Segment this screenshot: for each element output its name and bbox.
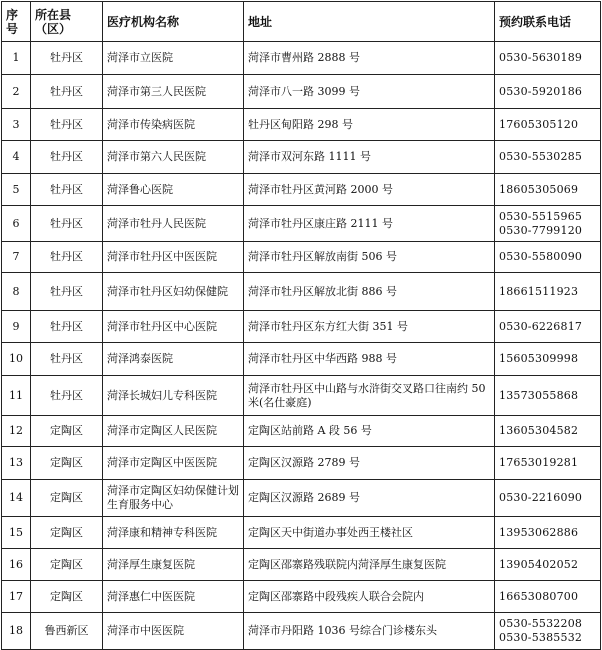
cell-address: 菏泽市八一路 3099 号 xyxy=(244,75,495,109)
cell-name: 菏泽市定陶区中医医院 xyxy=(103,447,244,480)
phone-number: 13605304582 xyxy=(499,424,579,437)
table-row xyxy=(2,141,601,174)
table-row xyxy=(2,75,601,109)
cell-county: 牡丹区 xyxy=(31,273,103,311)
cell-address: 菏泽市牡丹区中山路与水浒街交叉路口往南约 50 米(名仕豪庭) xyxy=(244,376,495,416)
cell-no: 1 xyxy=(2,42,31,75)
phone-number: 0530-2216090 xyxy=(499,491,583,504)
cell-address: 定陶区汉源路 2789 号 xyxy=(244,447,495,480)
cell-name: 菏泽市立医院 xyxy=(103,42,244,75)
phone-number: 13953062886 xyxy=(499,525,579,539)
header-phone: 预约联系电话 xyxy=(495,2,601,42)
cell-no: 6 xyxy=(2,206,31,242)
cell-no: 9 xyxy=(2,311,31,343)
cell-county: 牡丹区 xyxy=(31,343,103,376)
cell-address: 菏泽市牡丹区东方红大街 351 号 xyxy=(244,311,495,343)
phone-number: 13573055868 xyxy=(499,388,579,402)
cell-no: 11 xyxy=(2,376,31,416)
cell-phone xyxy=(495,109,601,141)
table-row xyxy=(2,273,601,311)
cell-name: 菏泽长城妇儿专科医院 xyxy=(103,376,244,416)
cell-county: 牡丹区 xyxy=(31,376,103,416)
cell-county: 牡丹区 xyxy=(31,109,103,141)
phone-number: 16653080700 xyxy=(499,589,579,603)
cell-no: 12 xyxy=(2,416,31,447)
table-row xyxy=(2,613,601,650)
table-row xyxy=(2,581,601,613)
cell-name: 菏泽厚生康复医院 xyxy=(103,549,244,581)
cell-address: 定陶区天中街道办事处西王楼社区 xyxy=(244,517,495,549)
table-row xyxy=(2,517,601,549)
cell-name: 菏泽市牡丹人民医院 xyxy=(103,206,244,242)
cell-county: 定陶区 xyxy=(31,517,103,549)
cell-county: 定陶区 xyxy=(31,480,103,517)
table-row xyxy=(2,343,601,376)
table-row xyxy=(2,376,601,416)
phone-number: 0530-5515965 xyxy=(499,209,583,223)
cell-address: 菏泽市丹阳路 1036 号综合门诊楼东头 xyxy=(244,613,495,650)
cell-name: 菏泽鲁心医院 xyxy=(103,174,244,206)
phone-number: 0530-5532208 xyxy=(499,617,583,630)
header-county: 所在县（区） xyxy=(31,2,103,42)
cell-address: 菏泽市牡丹区康庄路 2111 号 xyxy=(244,206,495,242)
phone-number: 15605309998 xyxy=(499,352,579,365)
cell-address: 定陶区邵寨路残联院内菏泽厚生康复医院 xyxy=(244,549,495,581)
phone-number: 0530-5580090 xyxy=(499,250,583,263)
cell-address: 菏泽市双河东路 1111 号 xyxy=(244,141,495,174)
cell-county: 定陶区 xyxy=(31,416,103,447)
table-row xyxy=(2,549,601,581)
cell-phone xyxy=(495,42,601,75)
cell-phone xyxy=(495,242,601,273)
cell-name: 菏泽康和精神专科医院 xyxy=(103,517,244,549)
phone-number: 18661511923 xyxy=(499,284,579,298)
cell-no: 10 xyxy=(2,343,31,376)
cell-no: 4 xyxy=(2,141,31,174)
cell-address: 定陶区站前路 A 段 56 号 xyxy=(244,416,495,447)
cell-no: 2 xyxy=(2,75,31,109)
cell-phone xyxy=(495,376,601,416)
cell-phone xyxy=(495,447,601,480)
cell-phone xyxy=(495,311,601,343)
cell-no: 15 xyxy=(2,517,31,549)
cell-name: 菏泽惠仁中医医院 xyxy=(103,581,244,613)
table-row xyxy=(2,480,601,517)
cell-address: 菏泽市牡丹区解放南街 506 号 xyxy=(244,242,495,273)
cell-phone xyxy=(495,141,601,174)
cell-no: 16 xyxy=(2,549,31,581)
cell-address: 菏泽市牡丹区黄河路 2000 号 xyxy=(244,174,495,206)
cell-no: 8 xyxy=(2,273,31,311)
phone-number: 18605305069 xyxy=(499,182,579,196)
cell-county: 牡丹区 xyxy=(31,141,103,174)
table-row xyxy=(2,206,601,242)
cell-address: 菏泽市曹州路 2888 号 xyxy=(244,42,495,75)
cell-no: 17 xyxy=(2,581,31,613)
cell-county: 牡丹区 xyxy=(31,75,103,109)
hospital-table xyxy=(1,1,601,650)
phone-number: 0530-6226817 xyxy=(499,319,583,333)
cell-name: 菏泽鸿泰医院 xyxy=(103,343,244,376)
cell-phone xyxy=(495,613,601,650)
cell-county: 牡丹区 xyxy=(31,242,103,273)
cell-county: 定陶区 xyxy=(31,447,103,480)
cell-name: 菏泽市定陶区妇幼保健计划生育服务中心 xyxy=(103,480,244,517)
cell-phone xyxy=(495,273,601,311)
header-name: 医疗机构名称 xyxy=(103,2,244,42)
header-address: 地址 xyxy=(244,2,495,42)
cell-phone xyxy=(495,581,601,613)
cell-name: 菏泽市传染病医院 xyxy=(103,109,244,141)
cell-county: 定陶区 xyxy=(31,549,103,581)
phone-number: 0530-5630189 xyxy=(499,51,583,64)
header-no: 序号 xyxy=(2,2,31,42)
cell-county: 鲁西新区 xyxy=(31,613,103,650)
table-row xyxy=(2,174,601,206)
table-row xyxy=(2,109,601,141)
cell-address: 菏泽市牡丹区解放北街 886 号 xyxy=(244,273,495,311)
cell-phone xyxy=(495,343,601,376)
cell-address: 菏泽市牡丹区中华西路 988 号 xyxy=(244,343,495,376)
cell-address: 定陶区邵寨路中段残疾人联合会院内 xyxy=(244,581,495,613)
phone-number: 13905402052 xyxy=(499,557,579,571)
cell-county: 牡丹区 xyxy=(31,206,103,242)
cell-no: 3 xyxy=(2,109,31,141)
phone-number: 0530-5530285 xyxy=(499,150,583,163)
table-row xyxy=(2,447,601,480)
cell-name: 菏泽市定陶区人民医院 xyxy=(103,416,244,447)
cell-name: 菏泽市牡丹区中医医院 xyxy=(103,242,244,273)
table-row xyxy=(2,242,601,273)
cell-phone xyxy=(495,416,601,447)
cell-county: 牡丹区 xyxy=(31,174,103,206)
table-row xyxy=(2,42,601,75)
cell-phone xyxy=(495,206,601,242)
cell-phone xyxy=(495,480,601,517)
cell-county: 牡丹区 xyxy=(31,42,103,75)
cell-no: 13 xyxy=(2,447,31,480)
cell-name: 菏泽市第六人民医院 xyxy=(103,141,244,174)
header-row xyxy=(2,2,601,42)
cell-county: 定陶区 xyxy=(31,581,103,613)
cell-address: 定陶区汉源路 2689 号 xyxy=(244,480,495,517)
phone-number: 0530-5385532 xyxy=(499,631,583,644)
cell-name: 菏泽市牡丹区中心医院 xyxy=(103,311,244,343)
cell-phone xyxy=(495,517,601,549)
cell-name: 菏泽市中医医院 xyxy=(103,613,244,650)
cell-address: 牡丹区甸阳路 298 号 xyxy=(244,109,495,141)
cell-name: 菏泽市牡丹区妇幼保健院 xyxy=(103,273,244,311)
cell-phone xyxy=(495,75,601,109)
cell-no: 7 xyxy=(2,242,31,273)
phone-number: 0530-5920186 xyxy=(499,84,583,98)
cell-no: 5 xyxy=(2,174,31,206)
cell-name: 菏泽市第三人民医院 xyxy=(103,75,244,109)
cell-phone xyxy=(495,549,601,581)
cell-no: 14 xyxy=(2,480,31,517)
cell-county: 牡丹区 xyxy=(31,311,103,343)
table-row xyxy=(2,311,601,343)
phone-number: 0530-7799120 xyxy=(499,223,583,237)
phone-number: 17653019281 xyxy=(499,456,579,469)
table-row xyxy=(2,416,601,447)
phone-number: 17605305120 xyxy=(499,117,579,131)
cell-no: 18 xyxy=(2,613,31,650)
cell-phone xyxy=(495,174,601,206)
